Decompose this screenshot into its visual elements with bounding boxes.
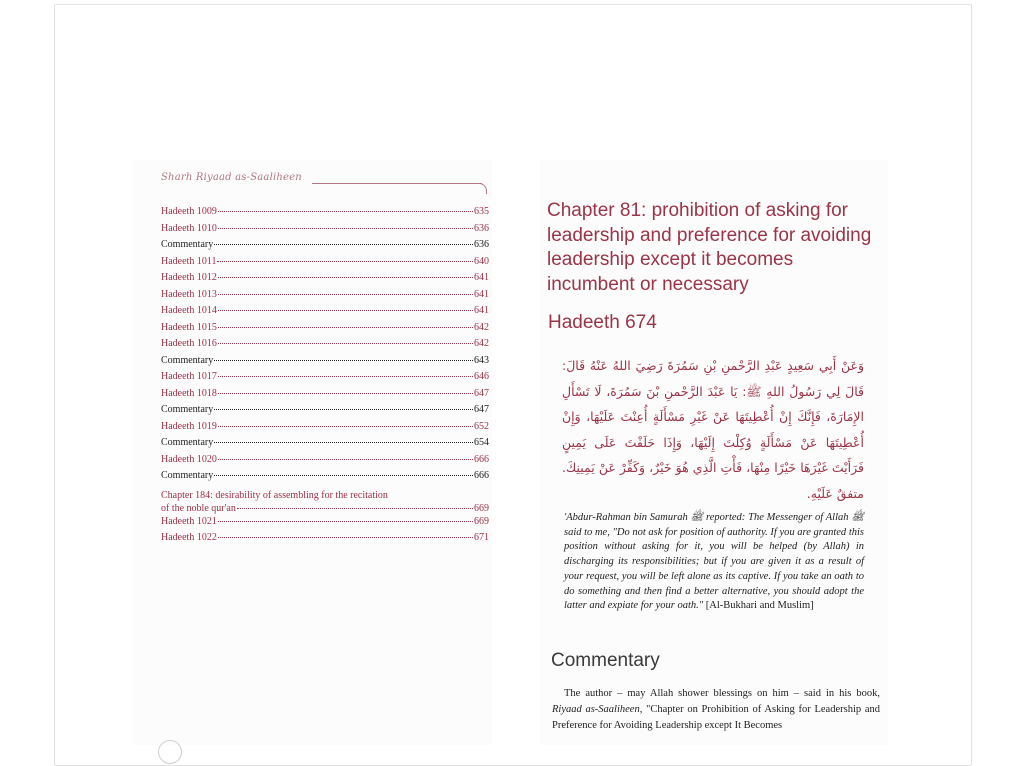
table-of-contents xyxy=(161,206,489,549)
commentary-heading: Commentary xyxy=(551,650,660,671)
toc-page-number: 647 xyxy=(474,404,489,415)
toc-leader-dots xyxy=(218,210,473,212)
toc-entry[interactable] xyxy=(161,206,489,223)
toc-entry-label: Hadeeth 1014 xyxy=(161,305,217,316)
toc-page-number: 654 xyxy=(474,437,489,448)
toc-chapter-line2: of the noble qur'an xyxy=(161,502,236,514)
toc-entry-label: Commentary xyxy=(161,404,214,415)
toc-page-number: 669 xyxy=(474,502,489,514)
toc-entry[interactable] xyxy=(161,289,489,306)
toc-leader-dots xyxy=(218,536,473,538)
toc-entry-label: Hadeeth 1009 xyxy=(161,206,217,217)
running-head-rule xyxy=(312,183,482,184)
toc-entry-label: Hadeeth 1021 xyxy=(161,515,217,527)
toc-entry-label: Commentary xyxy=(161,354,214,366)
toc-leader-dots xyxy=(218,309,473,311)
toc-page-number: 641 xyxy=(474,272,489,283)
toc-entry-label: Hadeeth 1015 xyxy=(161,321,217,333)
commentary-text-part2: , "Chapter on Prohibition of Asking for Leadership and Preference for Avoiding Leadership except It Becomes xyxy=(552,704,880,731)
toc-page-number: 646 xyxy=(474,371,489,382)
toc-leader-dots xyxy=(218,458,473,460)
toc-entry-label: Hadeeth 1017 xyxy=(161,371,217,382)
toc-leader-dots xyxy=(218,276,473,278)
toc-entry[interactable] xyxy=(161,355,489,372)
chapter-title: Chapter 81: prohibition of asking for leadership and preference for avoiding leadership except it becomes incumbent or necessary xyxy=(547,200,872,295)
toc-entry[interactable] xyxy=(161,305,489,322)
commentary-text-part1: The author – may Allah shower blessings on him – said in his book, xyxy=(564,688,880,699)
toc-entry-label: Hadeeth 1016 xyxy=(161,338,217,349)
toc-page-number: 647 xyxy=(474,387,489,399)
toc-entry[interactable] xyxy=(161,437,489,454)
toc-chapter-line2-row xyxy=(161,502,489,516)
toc-entry-label: Hadeeth 1022 xyxy=(161,532,217,543)
translation-text: 'Abdur-Rahman bin Samurah ﷺ reported: The Messenger of Allah ﷺ said to me, "Do not ask for position of authority. If you are granted this position without asking for it, you will be helped (by Allah) in discharging its responsibilities; but if you are given it as a result of your request, you will be left alone as its captive. If you take an oath to do something and then find a better alternative, you should adopt the latter and expiate for your oath." xyxy=(564,512,864,612)
toc-leader-dots xyxy=(214,243,473,245)
toc-page-number: 636 xyxy=(474,239,489,250)
running-head: Sharh Riyaad as-Saaliheen xyxy=(161,172,302,183)
toc-leader-dots xyxy=(218,425,473,427)
toc-leader-dots xyxy=(214,408,473,410)
toc-entry-label: Hadeeth 1013 xyxy=(161,288,217,300)
toc-leader-dots xyxy=(218,520,473,522)
toc-leader-dots xyxy=(217,260,473,262)
toc-entries xyxy=(161,206,489,487)
toc-entry[interactable] xyxy=(161,371,489,388)
toc-leader-dots xyxy=(237,507,473,509)
toc-entry-label: Hadeeth 1018 xyxy=(161,387,217,399)
toc-entry[interactable] xyxy=(161,532,489,549)
toc-leader-dots xyxy=(214,474,473,476)
toc-leader-dots xyxy=(218,227,473,229)
toc-entries-after xyxy=(161,516,489,549)
toc-entry[interactable] xyxy=(161,272,489,289)
toc-page-number: 652 xyxy=(474,420,489,432)
toc-entry[interactable] xyxy=(161,421,489,438)
toc-entry-label: Hadeeth 1010 xyxy=(161,222,217,234)
toc-entry[interactable] xyxy=(161,223,489,240)
toc-entry-label: Commentary xyxy=(161,470,214,481)
toc-entry[interactable] xyxy=(161,322,489,339)
toc-entry-label: Hadeeth 1019 xyxy=(161,420,217,432)
toc-entry-label: Commentary xyxy=(161,437,214,448)
toc-page-number: 643 xyxy=(474,354,489,366)
toc-entry[interactable] xyxy=(161,470,489,487)
toc-page-number: 641 xyxy=(474,305,489,316)
toc-leader-dots xyxy=(218,375,473,377)
toc-leader-dots xyxy=(218,326,473,328)
toc-entry[interactable] xyxy=(161,454,489,471)
toc-page-number: 669 xyxy=(474,515,489,527)
toc-leader-dots xyxy=(218,293,473,295)
translation-source: [Al-Bukhari and Muslim] xyxy=(705,600,814,612)
toc-chapter-line1: Chapter 184: desirability of assembling for the recitation xyxy=(161,489,388,501)
toc-page-number: 640 xyxy=(474,255,489,267)
toc-chapter-entry[interactable] xyxy=(161,489,489,516)
toc-leader-dots xyxy=(218,392,473,394)
toc-page-number: 642 xyxy=(474,338,489,349)
toc-leader-dots xyxy=(214,359,473,361)
hadeeth-title: Hadeeth 674 xyxy=(548,312,657,333)
commentary-book-title: Riyaad as-Saaliheen xyxy=(552,704,640,715)
toc-entry[interactable] xyxy=(161,404,489,421)
hadeeth-translation xyxy=(564,511,864,614)
toc-entry-label: Commentary xyxy=(161,239,214,250)
toc-entry[interactable] xyxy=(161,239,489,256)
toc-entry[interactable] xyxy=(161,516,489,533)
toc-leader-dots xyxy=(218,342,473,344)
page-number-circle xyxy=(158,740,182,764)
toc-page-number: 666 xyxy=(474,470,489,481)
commentary-paragraph xyxy=(552,686,880,734)
toc-leader-dots xyxy=(214,441,473,443)
toc-page-number: 641 xyxy=(474,288,489,300)
toc-entry[interactable] xyxy=(161,388,489,405)
arabic-hadeeth-text: وَعَنْ أَبِي سَعِيدٍ عَبْدِ الرَّحْمنِ بْنِ سَمُرَةَ رَضِيَ اللهُ عَنْهُ قَالَ: قَالَ لِي رَسُولُ اللهِ ﷺ: يَا عَبْدَ الرَّحْمنِ بْنَ سَمُرَةَ، لَا تَسْأَلِ الإِمَارَةَ، فَإِنَّكَ إِنْ أُعْطِيتَهَا عَنْ غَيْرِ مَسْأَلَةٍ أُعِنْتَ عَلَيْهَا، وَإِنْ أُعْطِيتَهَا عَنْ مَسْأَلَةٍ وُكِلْتَ إِلَيْهَا، وَإِذَا حَلَفْتَ عَلَى يَمِينٍ فَرَأَيْتَ غَيْرَهَا خَيْرًا مِنْهَا، فَأْتِ الَّذِي هُوَ خَيْرٌ، وَكَفِّرْ عَنْ يَمِينِكَ. متفقٌ عَلَيْهِ. xyxy=(562,358,864,501)
toc-page-number: 666 xyxy=(474,453,489,465)
toc-page-number: 642 xyxy=(474,321,489,333)
toc-page-number: 671 xyxy=(474,532,489,543)
toc-page-number: 635 xyxy=(474,206,489,217)
toc-entry[interactable] xyxy=(161,338,489,355)
toc-page-number: 636 xyxy=(474,222,489,234)
toc-entry[interactable] xyxy=(161,256,489,273)
toc-entry-label: Hadeeth 1011 xyxy=(161,255,217,267)
toc-entry-label: Hadeeth 1012 xyxy=(161,272,217,283)
toc-entry-label: Hadeeth 1020 xyxy=(161,453,217,465)
